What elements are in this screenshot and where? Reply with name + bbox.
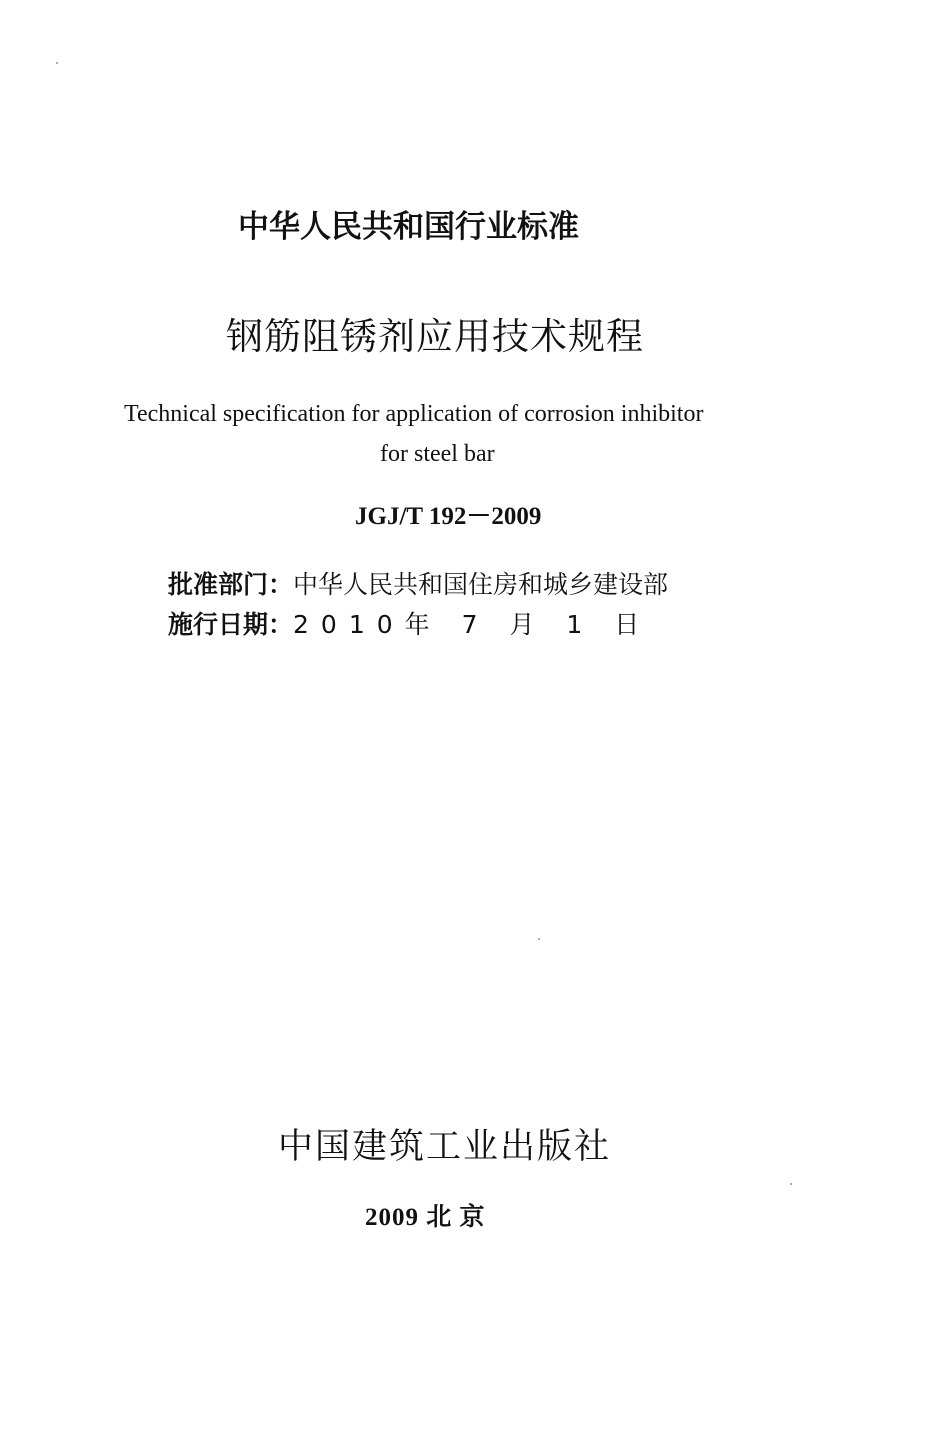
effective-date-value: 2010年 7 月 1 日: [293, 610, 652, 639]
title-chinese: 钢筋阻锈剂应用技术规程: [226, 315, 644, 358]
standard-category: 中华人民共和国行业标准: [238, 209, 579, 245]
title-english-line-1: Technical specification for application of corrosion inhibitor: [124, 401, 704, 427]
scan-speck: [790, 1183, 792, 1185]
scan-speck: [56, 62, 58, 64]
approval-department-row: [168, 572, 668, 597]
publisher-name: 中国建筑工业出版社: [278, 1127, 612, 1167]
approval-label: 批准部门: [168, 570, 269, 599]
publication-year-place: 2009 北 京: [365, 1204, 486, 1231]
approval-separator: ：: [268, 570, 294, 599]
standard-code: JGJ/T 192－2009: [355, 503, 542, 530]
effective-date-row: [168, 612, 651, 637]
approval-value: 中华人民共和国住房和城乡建设部: [293, 570, 669, 599]
effective-date-separator: ：: [268, 610, 294, 639]
effective-date-label: 施行日期: [168, 610, 269, 639]
scan-speck: [538, 938, 540, 940]
title-english-line-2: for steel bar: [380, 441, 495, 467]
